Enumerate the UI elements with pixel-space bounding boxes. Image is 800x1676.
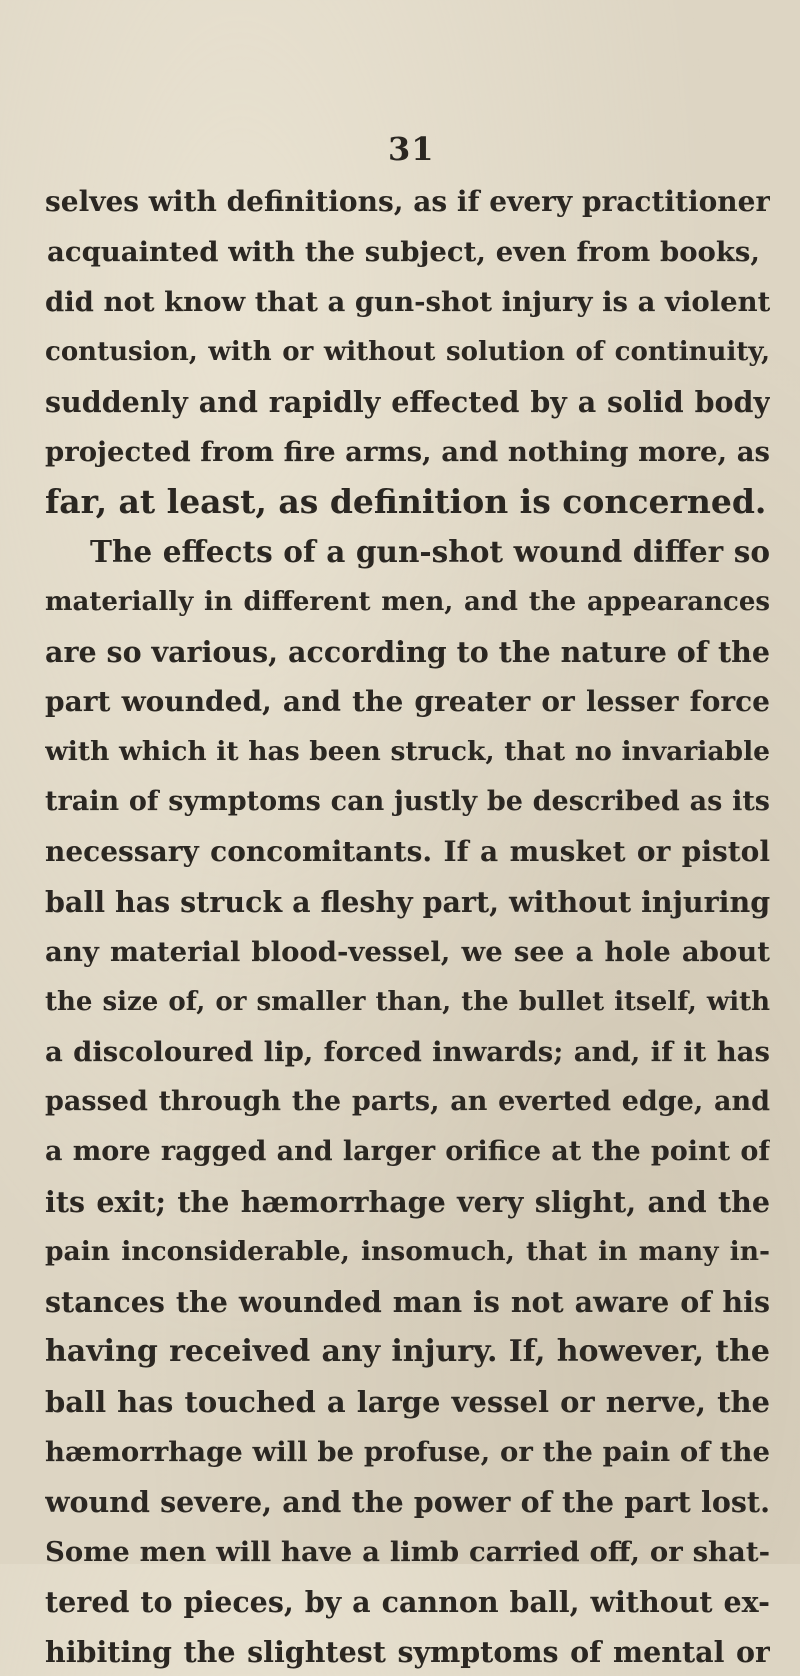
text-line: The effects of a gun-shot wound differ so <box>90 534 770 569</box>
text-line: a discoloured lip, forced inwards; and, if it has <box>45 1036 770 1068</box>
text-line: wound severe, and the power of the part lost. <box>45 1485 770 1519</box>
text-line: part wounded, and the greater or lesser force <box>45 685 770 718</box>
page-number: 31 <box>388 130 435 168</box>
text-line: any material blood-vessel, we see a hole about <box>45 936 770 968</box>
text-line: a more ragged and larger orifice at the point of <box>45 1136 770 1167</box>
text-line: the size of, or smaller than, the bullet itself, with <box>45 987 770 1017</box>
text-line: train of symptoms can justly be described as its <box>45 786 770 817</box>
text-line: necessary concomitants. If a musket or pistol <box>45 835 770 868</box>
text-line: pain inconsiderable, insomuch, that in many in- <box>45 1236 770 1267</box>
text-line: contusion, with or without solution of continuity, <box>45 337 770 367</box>
text-line: its exit; the hæmorrhage very slight, and the <box>45 1185 770 1219</box>
text-line: acquainted with the subject, even from books, <box>47 236 760 268</box>
text-line: selves with definitions, as if every practitioner <box>45 185 770 218</box>
text-line: suddenly and rapidly effected by a solid body <box>45 385 770 419</box>
text-line: hæmorrhage will be profuse, or the pain of the <box>45 1436 770 1468</box>
text-line: materially in different men, and the appearances <box>45 587 770 617</box>
text-line: passed through the parts, an everted edge, and <box>45 1086 770 1117</box>
text-line: having received any injury. If, however, the <box>45 1334 770 1369</box>
text-line: tered to pieces, by a cannon ball, without ex- <box>45 1585 770 1619</box>
text-line: did not know that a gun-shot injury is a violent <box>45 286 770 318</box>
text-line: far, at least, as definition is concerned. <box>45 482 767 521</box>
text-line: ball has struck a fleshy part, without injuring <box>45 885 770 919</box>
text-line: ball has touched a large vessel or nerve, the <box>45 1385 770 1419</box>
text-line: stances the wounded man is not aware of his <box>45 1285 770 1319</box>
text-line: with which it has been struck, that no invariable <box>45 736 770 767</box>
text-line: projected from fire arms, and nothing more, as <box>45 436 770 468</box>
text-line: are so various, according to the nature of the <box>45 635 770 669</box>
text-line: hibiting the slightest symptoms of mental or <box>45 1635 770 1669</box>
text-line: Some men will have a limb carried off, or shat- <box>45 1536 770 1568</box>
